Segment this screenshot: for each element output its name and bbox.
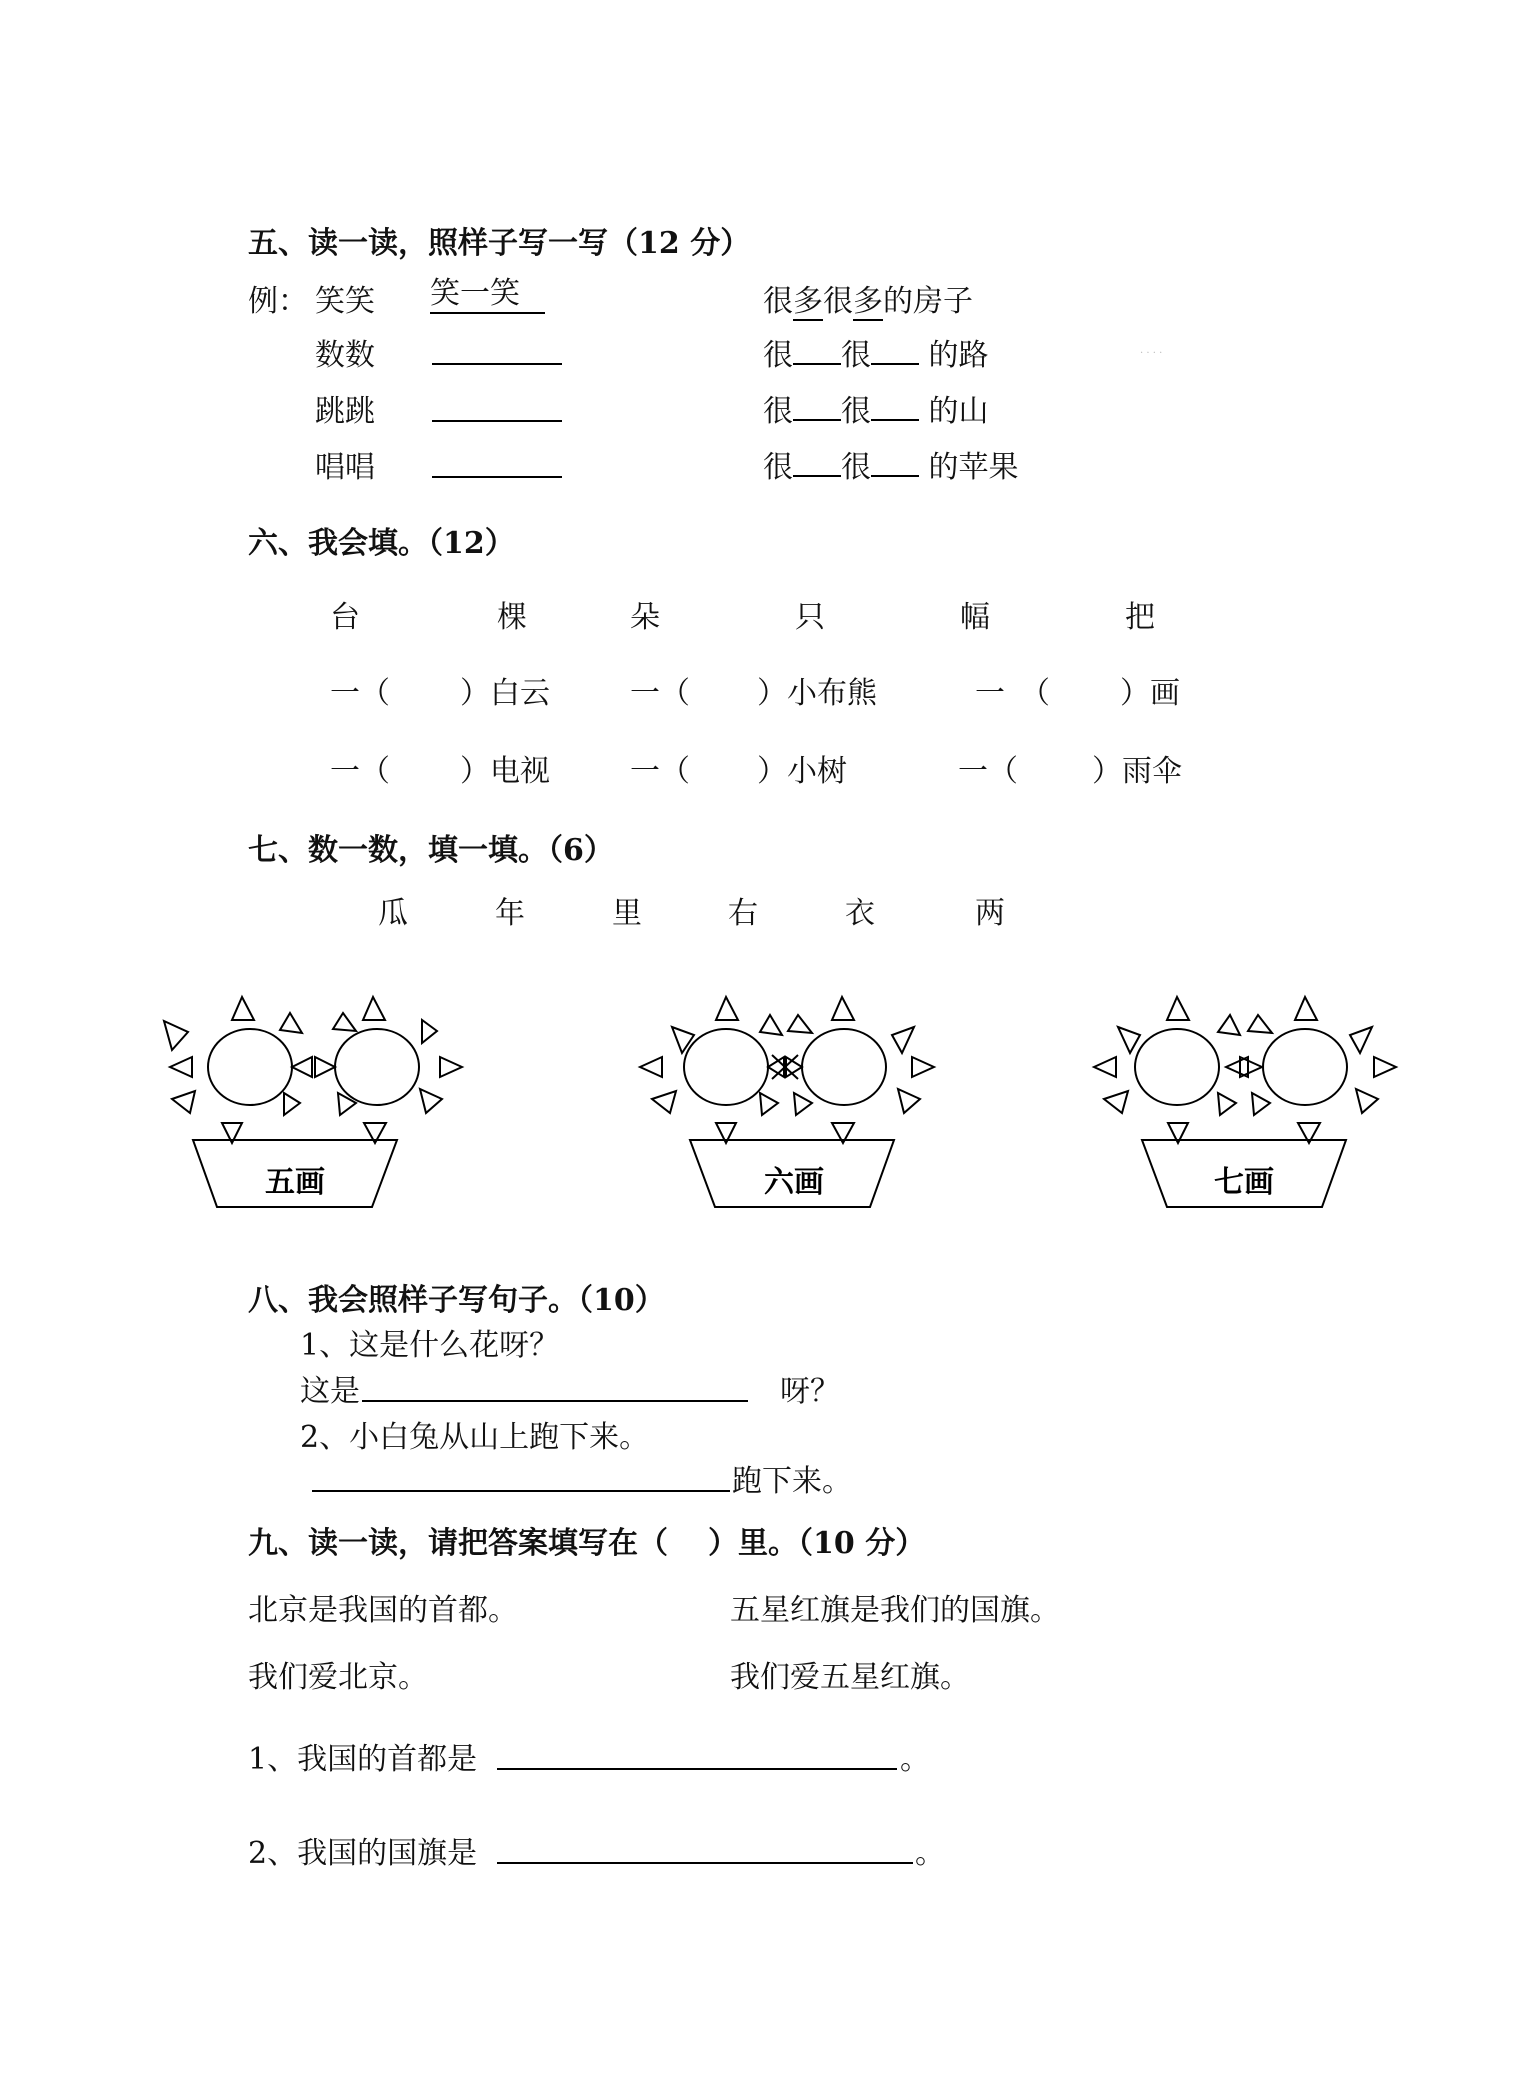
flower-2a <box>684 1029 768 1105</box>
s9-q2: 2、我国的国旗是 <box>248 1836 478 1871</box>
stray-mark: . . . . <box>1140 345 1163 356</box>
s6-r1-item-0-suffix: ）白云 <box>460 676 550 711</box>
s8-q1-prefix: 这是 <box>300 1374 360 1409</box>
pot-2-label: 六画 <box>764 1165 824 1200</box>
measure-word-4: 幅 <box>960 600 990 635</box>
s5-answer-blank-1[interactable] <box>432 363 562 365</box>
flower-2b <box>802 1029 886 1105</box>
s7-char-2: 里 <box>612 896 642 931</box>
s5-word-3: 唱唱 <box>315 450 375 485</box>
s5-example-answer: 笑一笑 <box>430 276 545 314</box>
s9-q1-answer-line[interactable] <box>497 1768 897 1770</box>
measure-word-0: 台 <box>330 600 360 635</box>
s5-r2-blank1[interactable] <box>793 389 841 421</box>
s7-char-0: 瓜 <box>378 896 408 931</box>
s5-right-row-1 <box>763 330 989 374</box>
s7-char-3: 右 <box>728 896 758 931</box>
section7-title: 七、数一数，填一填。（6） <box>248 833 614 868</box>
s5-r2-p2: 很 <box>841 394 871 429</box>
section6-title: 六、我会填。（12） <box>248 526 515 561</box>
s6-r1-item-1-suffix: ）小布熊 <box>757 676 877 711</box>
s5-ex-p2: 很 <box>823 284 853 319</box>
flower-1b <box>335 1029 419 1105</box>
measure-word-2: 朵 <box>630 600 660 635</box>
s6-r2-item-2-suffix: ）雨伞 <box>1092 754 1182 789</box>
s7-char-1: 年 <box>495 896 525 931</box>
section5-title: 五、读一读，照样子写一写（12 分） <box>248 226 751 261</box>
flower-pot-1 <box>160 985 470 1215</box>
s8-q2: 2、小白兔从山上跑下来。 <box>300 1420 650 1455</box>
section9-title-a: 九、读一读，请把答案填写在（ <box>248 1526 668 1561</box>
s6-r1-item-2-prefix: 一 （ <box>975 676 1050 711</box>
s5-word-0: 笑笑 <box>315 284 375 319</box>
s6-r2-item-0-prefix: 一（ <box>330 754 390 789</box>
s5-r1-blank2[interactable] <box>871 333 919 365</box>
section9-title-b: ）里。（10 分） <box>708 1526 926 1561</box>
s6-r2-item-0-suffix: ）电视 <box>460 754 550 789</box>
example-label: 例： <box>248 284 308 319</box>
section8-title: 八、我会照样子写句子。（10） <box>248 1283 665 1318</box>
s7-char-4: 衣 <box>845 896 875 931</box>
s5-r3-blank1[interactable] <box>793 445 841 477</box>
measure-word-5: 把 <box>1125 600 1155 635</box>
s9-line-1-right: 我们爱五星红旗。 <box>730 1660 970 1695</box>
s9-line-0-right: 五星红旗是我们的国旗。 <box>730 1593 1060 1628</box>
measure-word-1: 棵 <box>497 600 527 635</box>
s5-r3-blank2[interactable] <box>871 445 919 477</box>
flower-3a <box>1135 1029 1219 1105</box>
s5-r2-blank2[interactable] <box>871 389 919 421</box>
s5-word-1: 数数 <box>315 338 375 373</box>
s8-q1-answer-line[interactable] <box>362 1400 748 1402</box>
flower-pot-2 <box>632 985 942 1215</box>
s6-r2-item-2-prefix: 一（ <box>958 754 1018 789</box>
s5-right-row-3 <box>763 442 1019 486</box>
s5-r1-blank1[interactable] <box>793 333 841 365</box>
s7-char-5: 两 <box>975 896 1005 931</box>
s8-q1: 1、这是什么花呀？ <box>300 1328 560 1363</box>
s6-r1-item-1-prefix: 一（ <box>630 676 690 711</box>
s8-q2-answer-line[interactable] <box>312 1490 730 1492</box>
s9-q1: 1、我国的首都是 <box>248 1742 478 1777</box>
s5-answer-blank-2[interactable] <box>432 420 562 422</box>
s6-r2-item-1-prefix: 一（ <box>630 754 690 789</box>
s5-right-row-2 <box>763 386 989 430</box>
s9-q1-end: 。 <box>900 1742 930 1777</box>
s9-q2-answer-line[interactable] <box>497 1862 913 1864</box>
s5-ex-b2: 多 <box>853 284 883 319</box>
s5-ex-p3: 的房子 <box>883 284 973 319</box>
s8-q1-suffix: 呀？ <box>780 1374 840 1409</box>
flower-pot-3 <box>1090 985 1400 1215</box>
s9-line-0-left: 北京是我国的首都。 <box>248 1593 518 1628</box>
section9-title <box>248 1518 925 1562</box>
s5-ex-p1: 很 <box>763 284 793 319</box>
s6-r2-item-1-suffix: ）小树 <box>757 754 847 789</box>
s5-word-2: 跳跳 <box>315 394 375 429</box>
pot-3-label: 七画 <box>1214 1165 1274 1200</box>
s5-answer-blank-3[interactable] <box>432 476 562 478</box>
s9-q2-end: 。 <box>915 1836 945 1871</box>
s5-r3-p3: 的苹果 <box>928 450 1019 485</box>
measure-word-3: 只 <box>795 600 825 635</box>
s5-r1-p2: 很 <box>841 338 871 373</box>
s9-line-1-left: 我们爱北京。 <box>248 1660 428 1695</box>
s5-right-example <box>763 276 973 320</box>
s5-r1-p1: 很 <box>763 338 793 373</box>
flower-3b <box>1263 1029 1347 1105</box>
s5-ex-b1: 多 <box>793 284 823 319</box>
pot-1-label: 五画 <box>265 1165 325 1200</box>
s5-r2-p3: 的山 <box>928 394 989 429</box>
flower-1a <box>208 1029 292 1105</box>
s6-r1-item-2-suffix: ）画 <box>1120 676 1180 711</box>
s5-r1-p3: 的路 <box>928 338 989 373</box>
s5-r3-p2: 很 <box>841 450 871 485</box>
s6-r1-item-0-prefix: 一（ <box>330 676 390 711</box>
s5-r3-p1: 很 <box>763 450 793 485</box>
s5-r2-p1: 很 <box>763 394 793 429</box>
s8-q2-suffix: 跑下来。 <box>732 1464 852 1499</box>
